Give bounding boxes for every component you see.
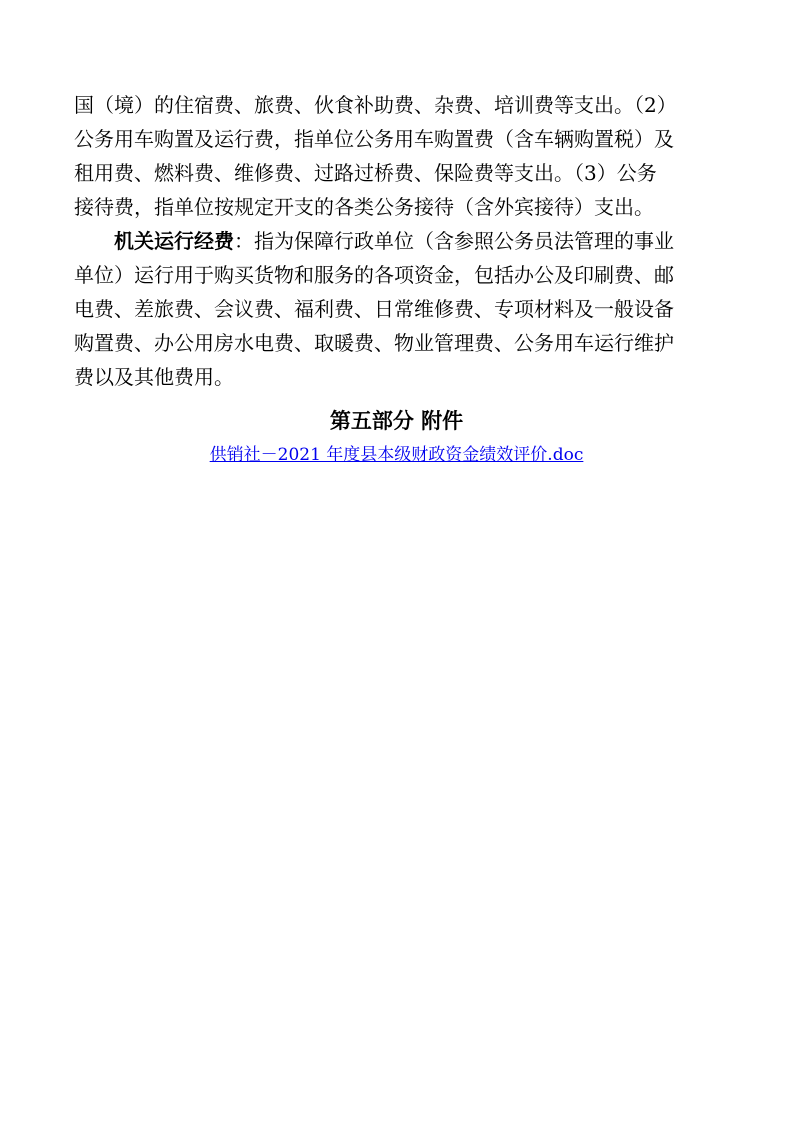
paragraph2-line-1: [74, 224, 724, 258]
paragraph1-line-4: 接待费，指单位按规定开支的各类公务接待（含外宾接待）支出。: [74, 195, 654, 219]
paragraph2-line-5: 费以及其他费用。: [74, 365, 234, 389]
paragraph1-line-3: 租用费、燃料费、维修费、过路过桥费、保险费等支出。（3）公务: [74, 161, 657, 185]
paragraph2-line-3: 电费、差旅费、会议费、福利费、日常维修费、专项材料及一般设备: [74, 297, 674, 321]
paragraph2-term: 机关运行经费: [114, 229, 234, 253]
paragraph2-definition-start: ：指为保障行政单位（含参照公务员法管理的事业: [234, 229, 674, 253]
paragraph1-line-1: 国（境）的住宿费、旅费、伙食补助费、杂费、培训费等支出。（2）: [74, 93, 677, 117]
paragraph2-line-2: 单位）运行用于购买货物和服务的各项资金，包括办公及印刷费、邮: [74, 263, 674, 287]
paragraph2-line-4: 购置费、办公用房水电费、取暖费、物业管理费、公务用车运行维护: [74, 331, 674, 355]
document-body: [74, 88, 724, 394]
section-title: 第五部分 附件: [329, 409, 464, 433]
attachment-link-container: [0, 442, 793, 468]
paragraph1-line-2: 公务用车购置及运行费，指单位公务用车购置费（含车辆购置税）及: [74, 127, 674, 151]
attachment-link[interactable]: 供销社－2021 年度县本级财政资金绩效评价.doc: [209, 445, 584, 465]
